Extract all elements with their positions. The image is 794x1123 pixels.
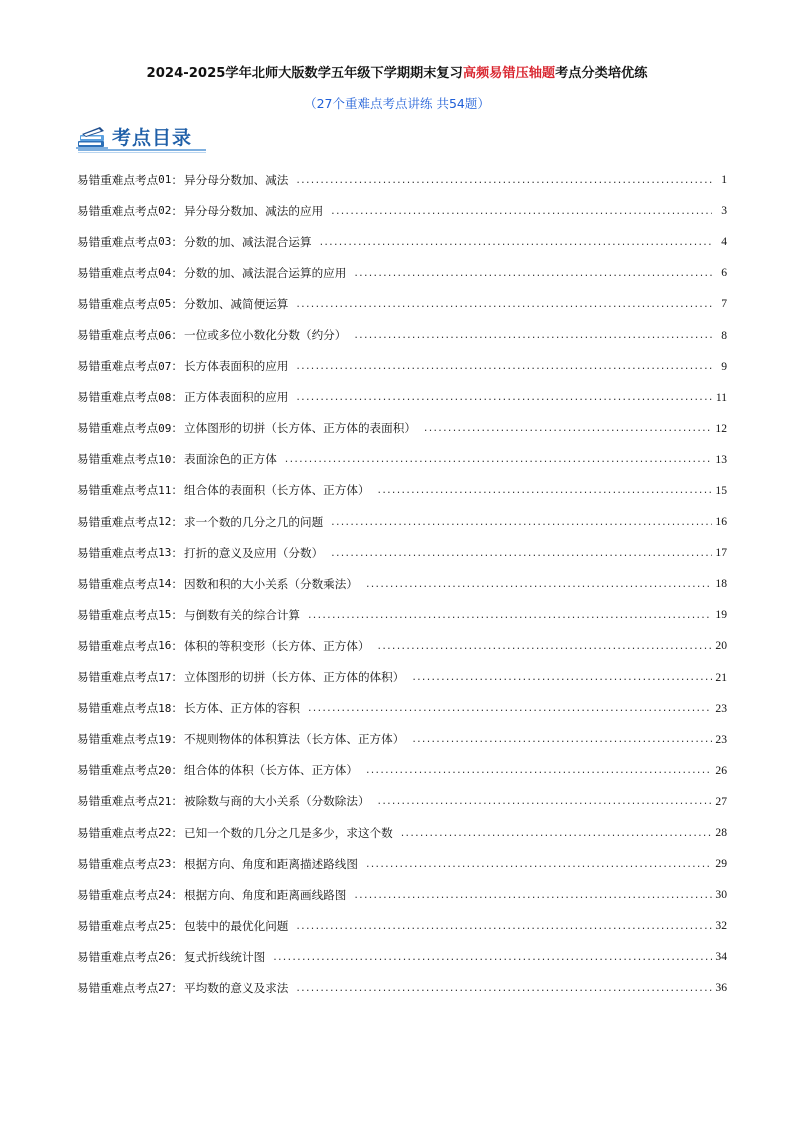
toc-entry-prefix: 易错重难点考点 (77, 265, 159, 280)
toc-entry-prefix: 易错重难点考点 (77, 390, 159, 405)
toc-entry-title: 求一个数的几分之几的问题 (184, 514, 324, 529)
toc-entry-number: 10 (158, 452, 172, 466)
toc-entry-prefix: 易错重难点考点 (77, 670, 159, 685)
title-highlight: 高频易错压轴题 (462, 66, 556, 81)
toc-entry-number: 14 (158, 577, 172, 591)
dot-leader (412, 670, 712, 684)
toc-entry-16[interactable]: 易错重难点考点 16 ： 体积的等积变形（长方体、正方体） ..... 20 (77, 630, 727, 661)
toc-entry-title: 组合体的体积（长方体、正方体） (184, 763, 358, 778)
toc-entry-09[interactable]: 易错重难点考点 09 ： 立体图形的切拼（长方体、正方体的表面积） ..... 12 (77, 413, 727, 444)
toc-entry-title: 打折的意义及应用（分数） (184, 545, 324, 560)
toc-entry-14[interactable]: 易错重难点考点 14 ： 因数和积的大小关系（分数乘法） ..... 18 (77, 568, 727, 599)
toc-entry-title: 分数的加、减法混合运算 (184, 234, 312, 249)
toc-entry-07[interactable]: 易错重难点考点 07 ： 长方体表面积的应用 ..... 9 (77, 351, 727, 382)
dot-leader (366, 577, 712, 591)
toc-entry-page: 29 (715, 857, 727, 871)
heading-underline (78, 149, 206, 151)
toc-entry-page: 19 (715, 608, 727, 622)
toc-entry-title: 已知一个数的几分之几是多少，求这个数 (184, 825, 393, 840)
toc-entry-number: 12 (158, 515, 172, 529)
toc-entry-title: 正方体表面积的应用 (184, 390, 289, 405)
toc-entry-page: 23 (715, 732, 727, 746)
dot-leader (378, 794, 712, 808)
toc-entry-page: 27 (715, 794, 727, 808)
toc-entry-number: 15 (158, 608, 172, 622)
toc-entry-title: 长方体、正方体的容积 (184, 701, 300, 716)
toc-entry-12[interactable]: 易错重难点考点 12 ： 求一个数的几分之几的问题 ..... 16 (77, 506, 727, 537)
toc-entry-prefix: 易错重难点考点 (77, 234, 159, 249)
dot-leader (331, 546, 712, 560)
toc-entry-number: 04 (158, 266, 172, 280)
toc-entry-prefix: 易错重难点考点 (77, 452, 159, 467)
toc-entry-page: 4 (721, 235, 727, 249)
toc-entry-page: 3 (721, 204, 727, 218)
toc-entry-title: 表面涂色的正方体 (184, 452, 277, 467)
toc-entry-number: 24 (158, 888, 172, 902)
toc-entry-number: 16 (158, 639, 172, 653)
dot-leader (401, 826, 712, 840)
toc-entry-number: 08 (158, 390, 172, 404)
toc-entry-02[interactable]: 易错重难点考点 02 ： 异分母分数加、减法的应用 ..... 3 (77, 195, 727, 226)
toc-entry-page: 6 (721, 266, 727, 280)
dot-leader (320, 235, 712, 249)
toc-entry-page: 1 (721, 173, 727, 187)
dot-leader (354, 328, 712, 342)
dot-leader (296, 359, 712, 373)
toc-entry-title: 异分母分数加、减法 (184, 172, 289, 187)
books-icon (76, 123, 110, 151)
toc-entry-number: 27 (158, 981, 172, 995)
dot-leader (412, 732, 712, 746)
toc-entry-prefix: 易错重难点考点 (77, 172, 159, 187)
title-part-2: 考点分类培优练 (555, 66, 648, 81)
dot-leader (296, 919, 712, 933)
toc-entry-number: 23 (158, 857, 172, 871)
dot-leader (366, 763, 712, 777)
toc-entry-27[interactable]: 易错重难点考点 27 ： 平均数的意义及求法 ..... 36 (77, 972, 727, 1003)
toc-entry-13[interactable]: 易错重难点考点 13 ： 打折的意义及应用（分数） ..... 17 (77, 537, 727, 568)
toc-entry-prefix: 易错重难点考点 (77, 483, 159, 498)
toc-entry-17[interactable]: 易错重难点考点 17 ： 立体图形的切拼（长方体、正方体的体积） ..... 21 (77, 662, 727, 693)
toc-entry-page: 30 (715, 888, 727, 902)
table-of-contents (77, 164, 727, 1004)
title-part-1: 2024-2025学年北师大版数学五年级下学期期末复习 (146, 66, 463, 81)
toc-entry-number: 02 (158, 204, 172, 218)
toc-entry-page: 11 (715, 390, 727, 404)
toc-entry-title: 异分母分数加、减法的应用 (184, 203, 324, 218)
toc-entry-prefix: 易错重难点考点 (77, 887, 159, 902)
toc-entry-page: 23 (715, 701, 727, 715)
toc-entry-number: 05 (158, 297, 172, 311)
toc-entry-26[interactable]: 易错重难点考点 26 ： 复式折线统计图 ..... 34 (77, 941, 727, 972)
dot-leader (366, 857, 712, 871)
toc-entry-title: 一位或多位小数化分数（约分） (184, 328, 347, 343)
dot-leader (331, 204, 712, 218)
toc-entry-title: 复式折线统计图 (184, 949, 266, 964)
toc-entry-page: 20 (715, 639, 727, 653)
toc-entry-20[interactable]: 易错重难点考点 20 ： 组合体的体积（长方体、正方体） ..... 26 (77, 755, 727, 786)
toc-entry-24[interactable]: 易错重难点考点 24 ： 根据方向、角度和距离画线路图 ..... 30 (77, 879, 727, 910)
toc-entry-22[interactable]: 易错重难点考点 22 ： 已知一个数的几分之几是多少，求这个数 ..... 28 (77, 817, 727, 848)
toc-entry-page: 16 (715, 515, 727, 529)
toc-entry-page: 15 (715, 483, 727, 497)
toc-entry-title: 分数的加、减法混合运算的应用 (184, 265, 347, 280)
toc-entry-number: 03 (158, 235, 172, 249)
toc-entry-01[interactable]: 易错重难点考点 01 ： 异分母分数加、减法 ..... 1 (77, 164, 727, 195)
toc-entry-prefix: 易错重难点考点 (77, 980, 159, 995)
toc-entry-number: 11 (158, 483, 172, 497)
toc-entry-number: 21 (158, 794, 172, 808)
dot-leader (354, 888, 712, 902)
toc-entry-page: 28 (715, 826, 727, 840)
document-title (0, 62, 794, 81)
toc-entry-page: 7 (721, 297, 727, 311)
toc-entry-number: 25 (158, 919, 172, 933)
toc-entry-prefix: 易错重难点考点 (77, 514, 159, 529)
toc-entry-19[interactable]: 易错重难点考点 19 ： 不规则物体的体积算法（长方体、正方体） ..... 23 (77, 724, 727, 755)
heading-underline-light (78, 152, 206, 153)
toc-entry-title: 与倒数有关的综合计算 (184, 607, 300, 622)
toc-entry-page: 36 (715, 981, 727, 995)
toc-entry-title: 不规则物体的体积算法（长方体、正方体） (184, 732, 405, 747)
toc-entry-page: 8 (721, 328, 727, 342)
toc-entry-05[interactable]: 易错重难点考点 05 ： 分数加、减简便运算 ..... 7 (77, 288, 727, 319)
toc-entry-prefix: 易错重难点考点 (77, 918, 159, 933)
toc-entry-prefix: 易错重难点考点 (77, 545, 159, 560)
toc-entry-prefix: 易错重难点考点 (77, 203, 159, 218)
toc-entry-11[interactable]: 易错重难点考点 11 ： 组合体的表面积（长方体、正方体） ..... 15 (77, 475, 727, 506)
dot-leader (296, 173, 712, 187)
toc-entry-prefix: 易错重难点考点 (77, 421, 159, 436)
document-subtitle: （27个重难点考点讲练 共54题） (304, 96, 490, 111)
toc-entry-23[interactable]: 易错重难点考点 23 ： 根据方向、角度和距离描述路线图 ..... 29 (77, 848, 727, 879)
toc-entry-15[interactable]: 易错重难点考点 15 ： 与倒数有关的综合计算 ..... 19 (77, 599, 727, 630)
toc-entry-number: 19 (158, 732, 172, 746)
toc-entry-number: 07 (158, 359, 172, 373)
toc-heading-label: 考点目录 (112, 127, 193, 149)
toc-entry-title: 体积的等积变形（长方体、正方体） (184, 638, 370, 653)
toc-section-heading (76, 121, 208, 155)
toc-entry-number: 18 (158, 701, 172, 715)
toc-entry-title: 平均数的意义及求法 (184, 980, 289, 995)
toc-entry-21[interactable]: 易错重难点考点 21 ： 被除数与商的大小关系（分数除法） ..... 27 (77, 786, 727, 817)
toc-entry-number: 20 (158, 763, 172, 777)
toc-entry-18[interactable]: 易错重难点考点 18 ： 长方体、正方体的容积 ..... 23 (77, 693, 727, 724)
toc-entry-number: 09 (158, 421, 172, 435)
toc-entry-prefix: 易错重难点考点 (77, 825, 159, 840)
dot-leader (308, 701, 712, 715)
dot-leader (285, 452, 712, 466)
toc-entry-title: 根据方向、角度和距离描述路线图 (184, 856, 358, 871)
toc-entry-title: 立体图形的切拼（长方体、正方体的体积） (184, 670, 405, 685)
toc-entry-title: 因数和积的大小关系（分数乘法） (184, 576, 358, 591)
toc-entry-number: 26 (158, 950, 172, 964)
dot-leader (354, 266, 712, 280)
dot-leader (308, 608, 712, 622)
toc-entry-title: 组合体的表面积（长方体、正方体） (184, 483, 370, 498)
toc-entry-06[interactable]: 易错重难点考点 06 ： 一位或多位小数化分数（约分） ..... 8 (77, 319, 727, 350)
toc-entry-number: 06 (158, 328, 172, 342)
toc-entry-prefix: 易错重难点考点 (77, 732, 159, 747)
toc-entry-prefix: 易错重难点考点 (77, 328, 159, 343)
toc-entry-number: 13 (158, 546, 172, 560)
toc-entry-title: 长方体表面积的应用 (184, 359, 289, 374)
toc-entry-title: 包装中的最优化问题 (184, 918, 289, 933)
toc-entry-title: 分数加、减简便运算 (184, 296, 289, 311)
toc-entry-page: 17 (715, 546, 727, 560)
dot-leader (273, 950, 712, 964)
toc-entry-prefix: 易错重难点考点 (77, 296, 159, 311)
toc-entry-number: 01 (158, 173, 172, 187)
toc-entry-page: 12 (715, 421, 727, 435)
toc-entry-prefix: 易错重难点考点 (77, 794, 159, 809)
toc-entry-03[interactable]: 易错重难点考点 03 ： 分数的加、减法混合运算 ..... 4 (77, 226, 727, 257)
toc-entry-title: 立体图形的切拼（长方体、正方体的表面积） (184, 421, 416, 436)
toc-entry-page: 13 (715, 452, 727, 466)
dot-leader (296, 981, 712, 995)
toc-entry-page: 26 (715, 763, 727, 777)
toc-entry-number: 22 (158, 826, 172, 840)
toc-entry-prefix: 易错重难点考点 (77, 763, 159, 778)
dot-leader (296, 297, 712, 311)
toc-entry-25[interactable]: 易错重难点考点 25 ： 包装中的最优化问题 ..... 32 (77, 910, 727, 941)
toc-entry-prefix: 易错重难点考点 (77, 701, 159, 716)
dot-leader (296, 390, 712, 404)
toc-entry-title: 被除数与商的大小关系（分数除法） (184, 794, 370, 809)
toc-entry-page: 18 (715, 577, 727, 591)
dot-leader (378, 639, 712, 653)
dot-leader (331, 515, 712, 529)
toc-entry-prefix: 易错重难点考点 (77, 856, 159, 871)
toc-entry-prefix: 易错重难点考点 (77, 638, 159, 653)
toc-entry-page: 9 (721, 359, 727, 373)
toc-entry-prefix: 易错重难点考点 (77, 359, 159, 374)
toc-entry-08[interactable]: 易错重难点考点 08 ： 正方体表面积的应用 ..... 11 (77, 382, 727, 413)
dot-leader (378, 483, 712, 497)
toc-entry-10[interactable]: 易错重难点考点 10 ： 表面涂色的正方体 ..... 13 (77, 444, 727, 475)
toc-entry-prefix: 易错重难点考点 (77, 576, 159, 591)
toc-entry-page: 32 (715, 919, 727, 933)
toc-entry-title: 根据方向、角度和距离画线路图 (184, 887, 347, 902)
toc-entry-page: 21 (715, 670, 727, 684)
toc-entry-number: 17 (158, 670, 172, 684)
toc-entry-04[interactable]: 易错重难点考点 04 ： 分数的加、减法混合运算的应用 ..... 6 (77, 257, 727, 288)
toc-entry-prefix: 易错重难点考点 (77, 607, 159, 622)
dot-leader (424, 421, 712, 435)
toc-entry-page: 34 (715, 950, 727, 964)
toc-entry-prefix: 易错重难点考点 (77, 949, 159, 964)
